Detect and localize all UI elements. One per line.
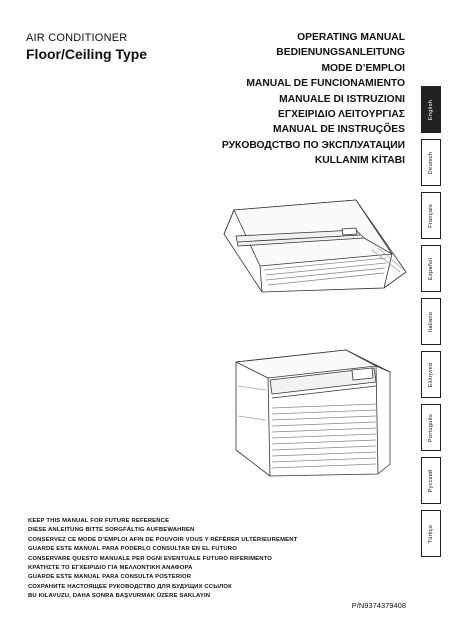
keep-notice: GUARDE ESTE MANUAL PARA CONSULTA POSTERIOR bbox=[28, 574, 192, 581]
keep-notice: BU KILAVUZU, DAHA SONRA BAŞVURMAK ÜZERE SAKLAYIN bbox=[28, 593, 211, 600]
language-tab-portugues[interactable] bbox=[421, 404, 441, 451]
manual-title: KULLANIM KİTABI bbox=[314, 155, 405, 167]
language-tab-label: Italiano bbox=[428, 311, 434, 332]
keep-notice: СОХРАНИТЕ НАСТОЯЩЕЕ РУКОВОДСТВО ДЛЯ БУДУЩИХ ССЫЛОК bbox=[28, 583, 232, 590]
part-number: P/N9374379408 bbox=[351, 601, 406, 610]
language-tab-english[interactable] bbox=[421, 86, 441, 133]
language-tab-italiano[interactable] bbox=[421, 298, 441, 345]
language-tab-francais[interactable] bbox=[421, 192, 441, 239]
ceiling-unit-illustration bbox=[214, 196, 410, 308]
language-tab-espanol[interactable] bbox=[421, 245, 441, 292]
manual-title: MANUAL DE FUNCIONAMIENTO bbox=[246, 78, 405, 90]
language-tab-label: Deutsch bbox=[428, 151, 434, 174]
product-type: Floor/Ceiling Type bbox=[26, 46, 148, 62]
language-tab-deutsch[interactable] bbox=[421, 139, 441, 186]
keep-notice: GUARDE ESTE MANUAL PARA PODERLO CONSULTAR EN EL FUTURO bbox=[28, 546, 237, 553]
manual-title: MANUALE DI ISTRUZIONI bbox=[279, 93, 405, 105]
language-tab-greek[interactable] bbox=[421, 351, 441, 398]
language-tab-label: Português bbox=[428, 413, 434, 442]
language-tabs bbox=[421, 86, 441, 560]
manual-title: BEDIENUNGSANLEITUNG bbox=[276, 47, 405, 59]
language-tab-label: English bbox=[428, 99, 434, 120]
keep-notice: KEEP THIS MANUAL FOR FUTURE REFERENCE bbox=[28, 518, 170, 524]
manual-title: РУКОВОДСТВО ПО ЭКСПЛУАТАЦИИ bbox=[221, 139, 405, 151]
keep-manual-notices bbox=[28, 517, 408, 602]
language-tab-label: Ελληνικά bbox=[428, 362, 434, 387]
language-tab-turkce[interactable] bbox=[421, 510, 441, 557]
language-tab-russian[interactable] bbox=[421, 457, 441, 504]
manual-title: MODE D’EMPLOI bbox=[321, 62, 405, 74]
language-tab-label: Türkçe bbox=[428, 524, 434, 543]
product-line: AIR CONDITIONER bbox=[26, 32, 128, 44]
manual-title: MANUAL DE INSTRUÇÕES bbox=[273, 124, 405, 136]
keep-notice: ΚΡΑΤΗΣΤΕ ΤΟ ΕΓΧΕΙΡΙΔΙΟ ΓΙΑ ΜΕΛΛΟΝΤΙΚΗ ΑΝΑΦΟΡΑ bbox=[28, 565, 193, 572]
keep-notice: CONSERVEZ CE MODE D’EMPLOI AFIN DE POUVOIR VOUS Y RÉFÉRER ULTÉRIEUREMENT bbox=[28, 536, 298, 543]
language-tab-label: Español bbox=[428, 257, 434, 280]
keep-notice: DIESE ANLEITUNG BITTE SORGFÄLTIG AUFBEWAHREN bbox=[28, 527, 195, 534]
manual-titles bbox=[165, 30, 405, 169]
manual-title: ΕΓΧΕΙΡΙΔΙΟ ΛΕΙΤΟΥΡΓΙΑΣ bbox=[278, 109, 405, 121]
keep-notice: CONSERVARE QUESTO MANUALE PER OGNI EVENTUALE FUTURO RIFERIMENTO bbox=[28, 555, 273, 562]
manual-title: OPERATING MANUAL bbox=[297, 32, 405, 43]
language-tab-label: Русский bbox=[428, 469, 434, 492]
floor-unit-illustration bbox=[226, 346, 396, 480]
language-tab-label: Français bbox=[428, 203, 434, 228]
